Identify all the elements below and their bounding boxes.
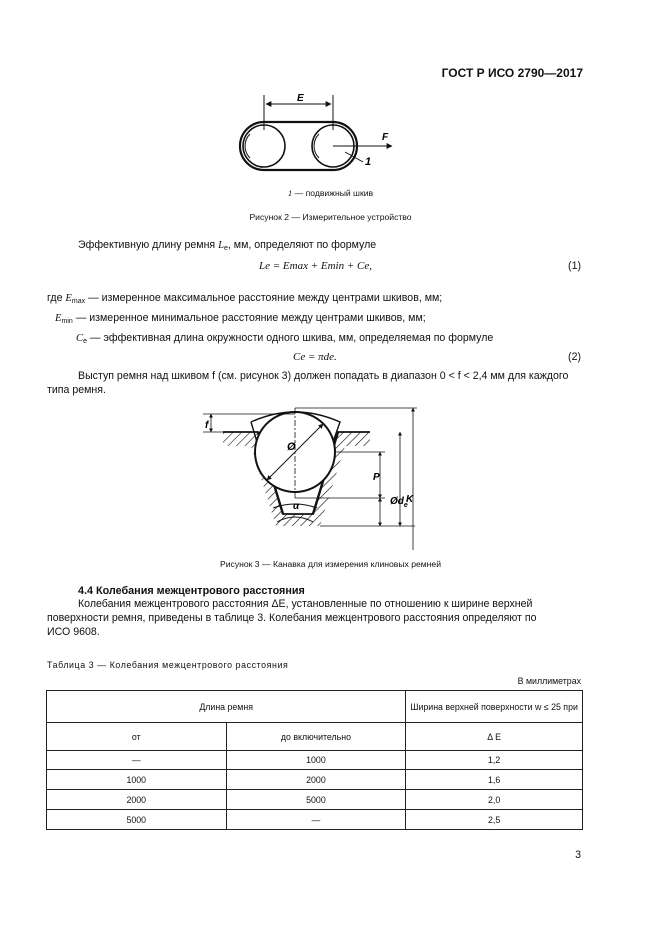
subheader-delta: Δ E bbox=[406, 723, 583, 751]
table-units: В миллиметрах bbox=[517, 676, 581, 686]
legend-number: 1 bbox=[287, 188, 293, 198]
legend-text: — подвижный шкив bbox=[292, 188, 374, 198]
figure-3-groove bbox=[195, 402, 430, 552]
definitions-list bbox=[47, 290, 493, 350]
formula-1-number: (1) bbox=[568, 260, 581, 272]
figure-2-caption: Рисунок 2 — Измерительное устройство bbox=[249, 212, 412, 222]
formula-2-number: (2) bbox=[568, 351, 581, 363]
section-paragraph-line-3: ИСО 9608. bbox=[47, 626, 100, 638]
table-header-row bbox=[47, 691, 583, 723]
label-f: f bbox=[205, 420, 209, 431]
protrusion-line-2: типа ремня. bbox=[47, 384, 106, 396]
table-title: Таблица 3 — Колебания межцентрового расстояния bbox=[47, 660, 289, 670]
table-row: 2000 5000 2,0 bbox=[47, 790, 583, 810]
header-top-width: Ширина верхней поверхности w ≤ 25 при bbox=[406, 691, 583, 723]
document-header: ГОСТ Р ИСО 2790—2017 bbox=[441, 66, 583, 80]
table-row: — 1000 1,2 bbox=[47, 751, 583, 770]
page-number: 3 bbox=[575, 849, 581, 861]
table-row: 1000 2000 1,6 bbox=[47, 770, 583, 790]
protrusion-line-1: Выступ ремня над шкивом f (см. рисунок 3) должен попадать в диапазон 0 < f < 2,4 мм для каждого bbox=[78, 370, 569, 382]
table-subheader-row bbox=[47, 723, 583, 751]
figure-2-measuring-device bbox=[220, 90, 410, 180]
definition-ce: $C_е$ — эффективная длина окружности одного шкива, мм, определяемая по формуле bbox=[76, 332, 494, 345]
section-heading: 4.4 Колебания межцентрового расстояния bbox=[78, 585, 305, 597]
label-E: E bbox=[297, 93, 304, 104]
label-phi: Ø bbox=[287, 441, 296, 453]
label-de: $Ød_e$ bbox=[390, 496, 408, 509]
table-row: 5000 — 2,5 bbox=[47, 810, 583, 830]
intro-sentence: Эффективную длину ремня $L_е$, мм, определяют по формуле bbox=[78, 239, 377, 252]
section-paragraph-line-1: Колебания межцентрового расстояния ΔE, установленные по отношению к ширине верхней bbox=[78, 598, 533, 610]
figure-3-caption: Рисунок 3 — Канавка для измерения клиновых ремней bbox=[220, 559, 441, 569]
header-belt-length: Длина ремня bbox=[47, 691, 406, 723]
label-K: K bbox=[406, 494, 414, 505]
label-1: 1 bbox=[365, 156, 372, 168]
label-F: F bbox=[382, 132, 389, 143]
formula-1: Lе = Emax + Emin + Cе, bbox=[259, 260, 373, 272]
label-P: P bbox=[373, 472, 380, 483]
label-alpha: α bbox=[293, 501, 300, 512]
figure-2-legend bbox=[0, 188, 661, 198]
definition-emin: $E_{min}$ — измеренное минимальное расстояние между центрами шкивов, мм; bbox=[55, 312, 426, 325]
subheader-to: до включительно bbox=[226, 723, 406, 751]
formula-2: Cе = πdе. bbox=[293, 351, 337, 363]
section-paragraph-line-2: поверхности ремня, приведены в таблице 3. Колебания межцентрового расстояния определяют по bbox=[47, 612, 537, 624]
subheader-from: от bbox=[47, 723, 227, 751]
definition-emax: где $E_{max}$ — измеренное максимальное расстояние между центрами шкивов, мм; bbox=[47, 292, 443, 305]
distance-variation-table bbox=[46, 690, 583, 830]
